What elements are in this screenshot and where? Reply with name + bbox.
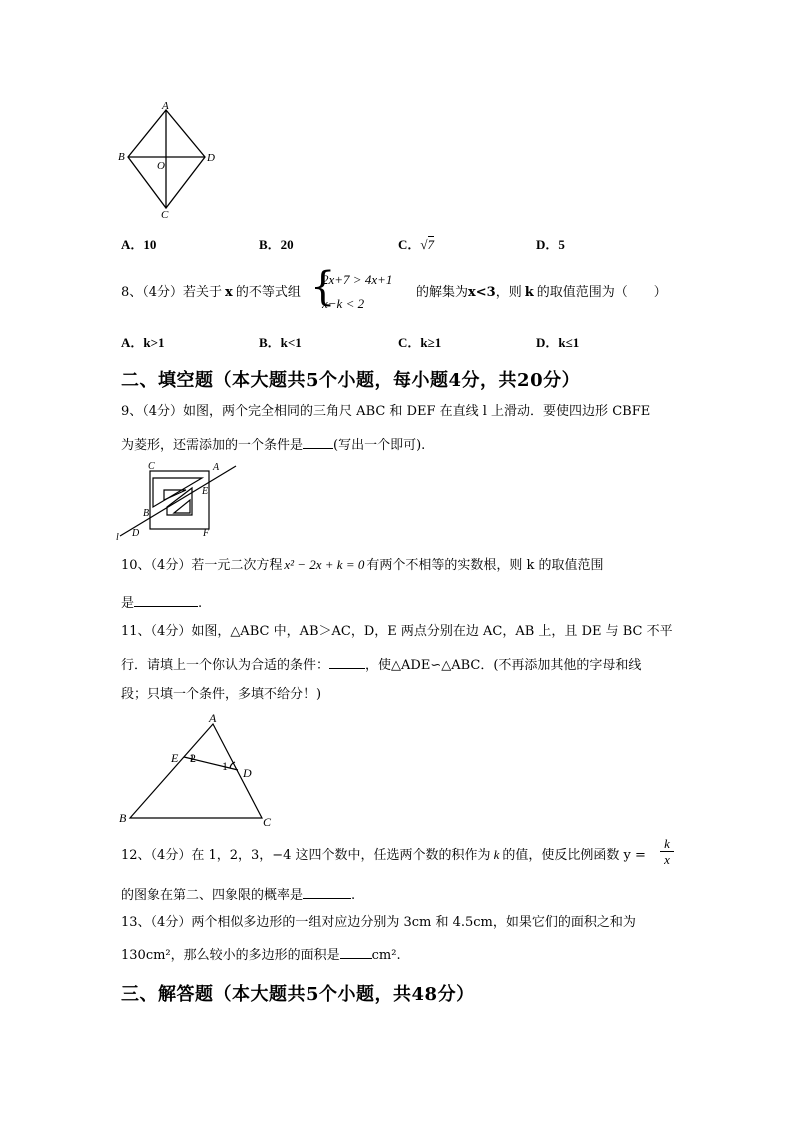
label-d: D [132,528,140,539]
section-3-heading: 三、解答题（本大题共5个小题，共48分） [121,984,475,1005]
label-c: C [263,815,272,829]
q10-line-1: 10、（4分）若一元二次方程 x² − 2x + k = 0 有两个不相等的实数根，则 k 的取值范围 [121,557,604,573]
label-e: E [171,751,179,765]
label-b: B [119,811,127,825]
quadratic-equation: x² − 2x + k = 0 [284,557,365,572]
q8-option-b[interactable]: B．k<1 [259,335,302,350]
label-angle-2: 2 [190,751,196,765]
label-e: E [202,486,209,497]
q11-line-1: 11、（4分）如图，△ABC 中，AB＞AC，D，E 两点分别在边 AC，AB 上，且 DE 与 BC 不平 [121,624,673,639]
q11-line-2: 行．请填上一个你认为合适的条件： ，使△ADE∽△ABC．(不再添加其他的字母和线 [121,658,642,673]
label-l: l [116,532,119,542]
triangle-abc [153,478,202,507]
q9-answer-blank[interactable] [303,436,333,449]
q7-option-c[interactable]: C．√7 [398,237,435,252]
label-b: B [118,151,125,163]
label-a: A [209,711,217,725]
q9-line-2: 为菱形，还需添加的一个条件是 (写出一个即可). [121,438,426,453]
fraction-k-over-x [660,836,674,867]
q13-answer-blank[interactable] [340,946,372,959]
q9-line-1: 9、（4分）如图，两个完全相同的三角尺 ABC 和 DEF 在直线 l 上滑动．要使四边形 CBFE [121,404,651,419]
fraction-denominator: x [664,852,670,867]
q8-stem-left: 8、（4分）若关于 x 的不等式组 [121,285,301,300]
q12-answer-blank[interactable] [303,886,351,899]
q8-option-a[interactable]: A．k>1 [121,335,165,350]
q11-answer-blank[interactable] [329,656,365,669]
q10-line-2: 是 . [121,596,203,611]
inequality-2: x−k < 2 [322,296,365,311]
q8-option-d[interactable]: D．k≤1 [536,335,580,350]
line-l [120,466,236,536]
inequality-system [310,264,420,314]
section-2-heading: 二、填空题（本大题共5个小题，每小题4分，共20分） [121,370,581,391]
label-f: F [203,528,210,539]
q8-option-c[interactable]: C．k≥1 [398,335,442,350]
label-a: A [162,100,169,112]
q12-line-2: 的图象在第二、四象限的概率是 . [121,888,356,903]
q7-option-d[interactable]: D．5 [536,237,565,252]
q13-line-2: 130cm²，那么较小的多边形的面积是 cm². [121,948,401,963]
rhombus-figure [112,98,224,220]
q8-stem-right: 的解集为x<3，则 k 的取值范围为（ ） [416,285,667,300]
q13-line-1: 13、（4分）两个相似多边形的一组对应边分别为 3cm 和 4.5cm，如果它们的面积之和为 [121,915,636,930]
label-b: B [143,508,150,519]
triangle-abc-figure [112,708,282,830]
label-o: O [157,160,165,172]
left-brace-icon: { [310,264,336,310]
q10-answer-blank[interactable] [134,594,198,607]
label-c: C [161,209,169,220]
triangles-figure [112,458,242,542]
label-c: C [148,461,155,472]
label-d: D [243,766,252,780]
q7-option-a[interactable]: A．10 [121,237,157,252]
q11-line-3: 段；只填一个条件，多填不给分！) [121,687,322,702]
fraction-numerator: k [660,836,674,852]
sqrt-icon: √ [420,237,428,252]
label-angle-1: 1 [222,759,228,773]
inequality-1: 2x+7 > 4x+1 [322,272,393,287]
label-a: A [213,462,220,473]
q12-line-1: 12、（4分）在 1，2，3，−4 这四个数中，任选两个数的积作为 k 的值，使反比例函数 y = [121,847,646,863]
label-d: D [207,152,215,164]
q7-option-b[interactable]: B．20 [259,237,294,252]
